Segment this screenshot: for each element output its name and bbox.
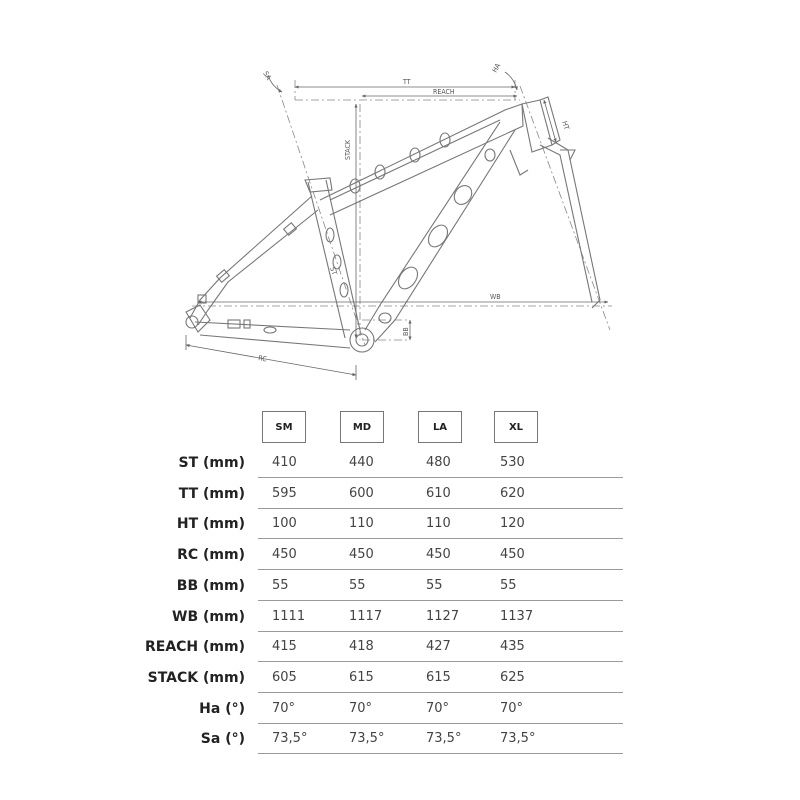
cell-ha-sm: 70°: [272, 700, 296, 716]
size-header-md: MD: [340, 411, 384, 443]
cell-sa-sm: 73,5°: [272, 731, 308, 747]
row-divider: [258, 477, 623, 478]
cell-sa-xl: 73,5°: [500, 731, 536, 747]
cell-reach-md: 418: [349, 639, 374, 655]
size-header-sm: SM: [262, 411, 306, 443]
size-header-la: LA: [418, 411, 462, 443]
row-divider: [258, 538, 623, 539]
row-label-st: ST (mm): [178, 455, 245, 471]
dim-label-wb: WB: [490, 293, 501, 301]
cell-stack-la: 615: [426, 669, 451, 685]
cell-ht-sm: 100: [272, 516, 297, 532]
cell-rc-la: 450: [426, 547, 451, 563]
cell-rc-md: 450: [349, 547, 374, 563]
cell-reach-sm: 415: [272, 639, 297, 655]
row-label-wb: WB (mm): [172, 608, 245, 625]
cell-wb-la: 1127: [426, 608, 460, 624]
cell-ha-md: 70°: [349, 700, 373, 716]
cell-wb-md: 1117: [349, 608, 383, 624]
cell-rc-sm: 450: [272, 547, 297, 563]
dim-label-sa: SA: [261, 70, 273, 82]
row-divider: [258, 692, 623, 693]
dim-label-stack: STACK: [344, 139, 352, 160]
cell-rc-xl: 450: [500, 547, 525, 563]
cell-sa-md: 73,5°: [349, 731, 385, 747]
row-label-ht: HT (mm): [176, 516, 245, 533]
cell-tt-sm: 595: [272, 485, 297, 501]
dim-label-ht: HT: [560, 120, 571, 131]
dim-label-bb: BB: [402, 327, 410, 336]
cell-stack-xl: 625: [500, 669, 525, 685]
dim-label-st: ST: [328, 265, 339, 277]
row-divider: [258, 631, 623, 632]
dim-label-rc: RC: [257, 354, 268, 364]
cell-wb-sm: 1111: [272, 608, 306, 624]
cell-bb-md: 55: [349, 577, 366, 593]
cell-tt-la: 610: [426, 485, 451, 501]
cell-ha-la: 70°: [426, 700, 450, 716]
cell-tt-md: 600: [349, 485, 374, 501]
row-label-tt: TT (mm): [178, 485, 245, 502]
cell-ht-md: 110: [349, 516, 374, 532]
cell-ha-xl: 70°: [500, 700, 524, 716]
row-label-stack: STACK (mm): [147, 669, 245, 686]
cell-bb-xl: 55: [500, 577, 517, 593]
row-label-rc: RC (mm): [177, 547, 245, 564]
cell-ht-la: 110: [426, 516, 451, 532]
dim-label-ha: HA: [490, 62, 503, 74]
row-label-sa: Sa (°): [200, 731, 245, 748]
row-label-bb: BB (mm): [176, 577, 245, 594]
row-divider: [258, 753, 623, 754]
row-divider: [258, 723, 623, 724]
row-divider: [258, 508, 623, 509]
cell-ht-xl: 120: [500, 516, 525, 532]
size-header-xl: XL: [494, 411, 538, 443]
row-label-ha: Ha (°): [199, 700, 245, 717]
cell-bb-sm: 55: [272, 577, 289, 593]
cell-st-la: 480: [426, 455, 451, 470]
cell-st-sm: 410: [272, 455, 297, 470]
cell-stack-md: 615: [349, 669, 374, 685]
dim-label-tt: TT: [403, 78, 411, 86]
cell-st-xl: 530: [500, 455, 525, 470]
cell-st-md: 440: [349, 455, 374, 470]
row-divider: [258, 569, 623, 570]
cell-wb-xl: 1137: [500, 608, 534, 624]
cell-reach-xl: 435: [500, 639, 525, 655]
cell-sa-la: 73,5°: [426, 731, 462, 747]
row-divider: [258, 600, 623, 601]
construction-lines: [192, 80, 612, 345]
cell-bb-la: 55: [426, 577, 443, 593]
cell-reach-la: 427: [426, 639, 451, 655]
row-label-reach: REACH (mm): [144, 639, 245, 656]
cell-tt-xl: 620: [500, 485, 525, 501]
dim-label-reach: REACH: [433, 88, 455, 96]
row-divider: [258, 661, 623, 662]
cell-stack-sm: 605: [272, 669, 297, 685]
